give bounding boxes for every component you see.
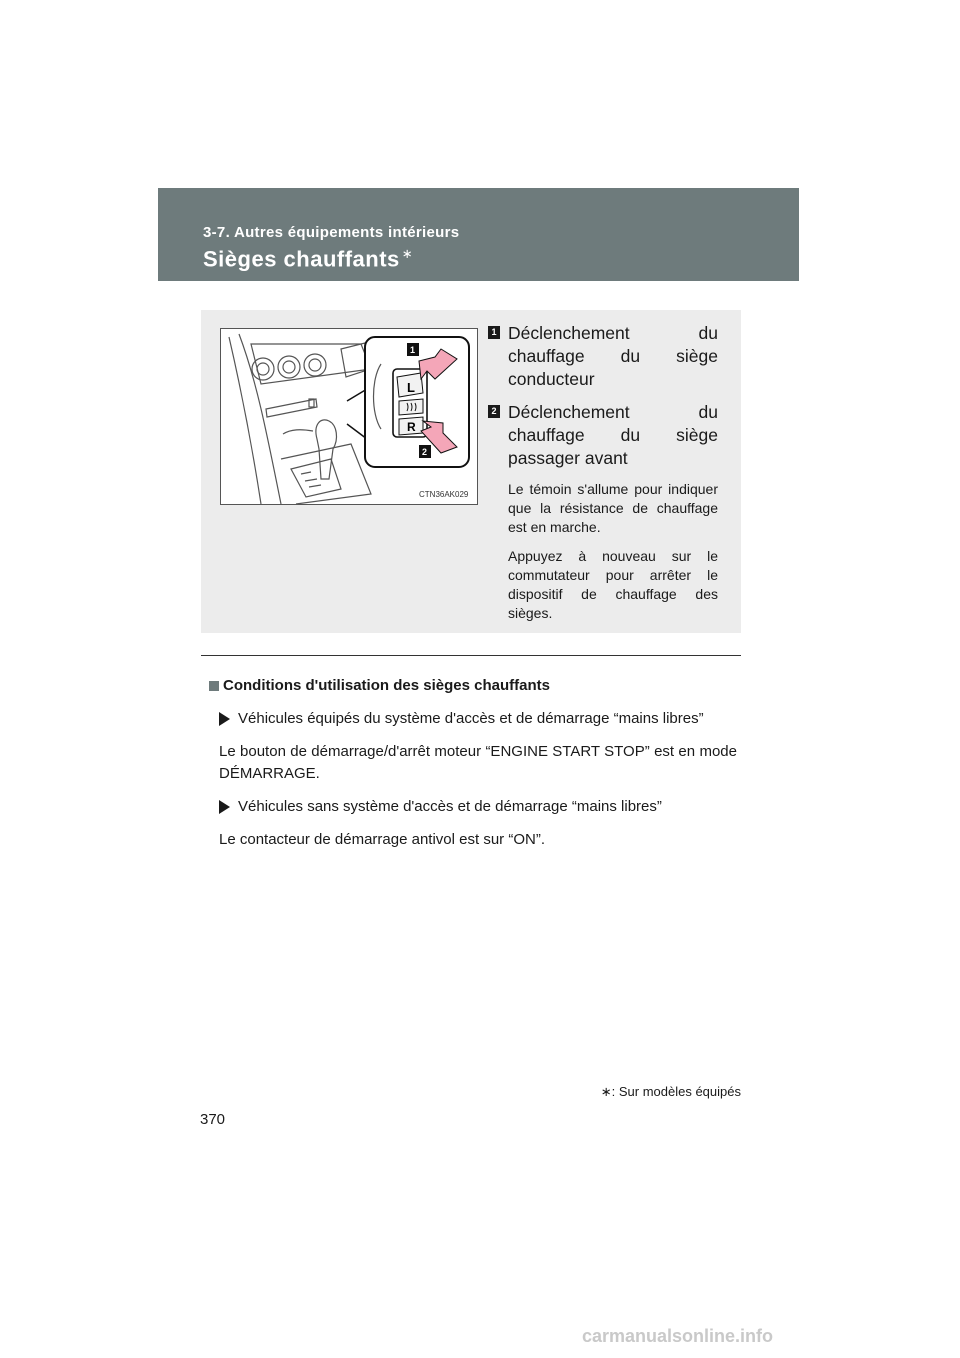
triangle-bullet-icon — [219, 712, 230, 726]
svg-text:1: 1 — [410, 345, 416, 355]
dashboard-drawing — [221, 329, 477, 504]
item-number-badge: 1 — [488, 326, 500, 339]
seat-heater-illustration — [220, 328, 478, 505]
svg-text:2: 2 — [422, 447, 428, 457]
page-title — [203, 246, 413, 272]
bullet-text: Véhicules équipés du système d'accès et de démarrage “mains libres” — [238, 710, 704, 727]
page-number: 370 — [200, 1111, 226, 1128]
item-number-badge: 2 — [488, 405, 500, 418]
switch-off-note: Appuyez à nouveau sur le commutateur pour arrêter le dispositif de chauffage des sièges. — [508, 548, 718, 621]
title-footnote-mark: ∗ — [401, 246, 414, 261]
switch-label-l: L — [407, 380, 415, 395]
bullet-smart-key — [209, 708, 737, 730]
switch-label-r: R — [407, 420, 416, 434]
conditions-title: Conditions d'utilisation des sièges chauffants — [223, 677, 550, 694]
conditions-heading — [209, 675, 737, 697]
item-driver-seat — [488, 322, 718, 391]
switch-callout — [365, 337, 469, 467]
item-label: Déclenchement du chauffage du siège conducteur — [508, 323, 718, 389]
bullet-text: Véhicules sans système d'accès et de démarrage “mains libres” — [238, 798, 662, 815]
bullet-no-smart-key — [209, 796, 737, 818]
page-title-text: Sièges chauffants — [203, 246, 400, 272]
paragraph-ignition: Le contacteur de démarrage antivol est sur “ON”. — [219, 831, 545, 848]
item-list — [488, 322, 718, 633]
illustration-code: CTN36AK029 — [419, 490, 469, 499]
divider — [201, 655, 741, 656]
indicator-note: Le témoin s'allume pour indiquer que la résistance de chauffage est en marche. — [508, 481, 718, 535]
square-bullet-icon — [209, 681, 219, 691]
section-label: 3-7. Autres équipements intérieurs — [203, 224, 460, 241]
watermark-text: carmanualsonline.info — [582, 1326, 774, 1346]
footnote: ∗: Sur modèles équipés — [600, 1084, 741, 1099]
chapter-header — [158, 188, 799, 281]
item-passenger-seat — [488, 401, 718, 470]
paragraph-start-stop: Le bouton de démarrage/d'arrêt moteur “ENGINE START STOP” est en mode DÉMARRAGE. — [219, 743, 737, 782]
item-label: Déclenchement du chauffage du siège passager avant — [508, 402, 718, 468]
conditions-section — [209, 675, 737, 862]
triangle-bullet-icon — [219, 800, 230, 814]
explanation-panel — [201, 310, 741, 633]
